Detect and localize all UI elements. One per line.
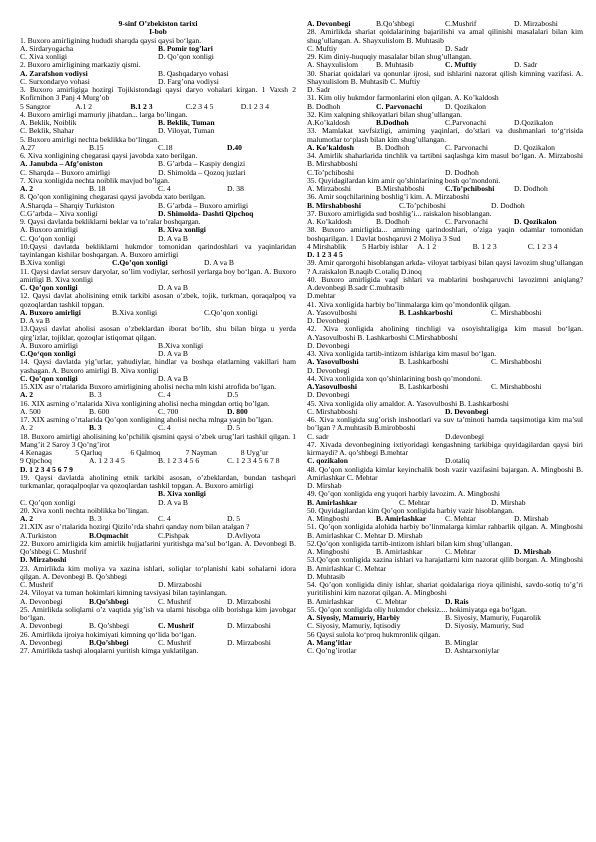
answer-option: C. 4	[158, 514, 171, 523]
answer-option: D. 38	[227, 184, 244, 193]
question-text: 17. XIX asrning o’rtalarida Qo’qon xonligining aholisi necha mlnga yaqin bo’lgan.	[20, 415, 274, 424]
correct-answer-option: A. Siyosiy, Mamuriy, Harbiy	[307, 613, 400, 622]
answer-option: B. Amirlashkar	[307, 596, 354, 606]
question-text: 47. Xivada devonbegining ixtiyoridagi kengashning tarkibiga quyidagilardan qaysi biri kirmaydi? A. qo’shbegi B.mehtar	[307, 439, 583, 457]
answer-option: A. Devonbegi	[20, 596, 63, 606]
answer-option: D. Shimolda – Qozoq juzlari	[158, 167, 246, 177]
question-text: 32. Kim xalqning shikoyatlari bilan shug’ullangan.	[307, 109, 463, 119]
question-text: 30. Shariat qoidalari va qonunlar ijrosi, sud ishlarini nazorat qilish kimning vazifasi. A. Shayxulislom B. Muhtasib C. Muftiy	[307, 68, 583, 86]
question-text: 44. Xiva xonligida xon qo’shinlarining bosh qo’mondoni.	[307, 373, 483, 383]
question-text: 27. Amirlikda tashqi aloqalarni yuritish kimga yuklatilgan.	[20, 646, 199, 655]
answer-option: 7 Nayman	[185, 448, 217, 457]
question-text: 52.Qo’qon xonligida tartib-intizom ishlari bilan kim shug’ullangan.	[307, 538, 513, 548]
correct-answer-option: B.Qo’shbegi	[89, 637, 129, 647]
answer-option: B.Xiva xonligi	[111, 307, 158, 317]
correct-answer-option: B. Amirlashkar	[376, 514, 427, 523]
question-text: 26. Amirlikda ijroiya hokimiyati kimning qo‘lida bo‘lgan.	[20, 629, 197, 639]
question-text: 31. Kim oliy hukmdor farmonlarini elon qilgan. A. Ko’kaldosh	[307, 93, 499, 103]
question-text: 54. Qo’qon xonligida diniy ishlar, shariat qoidalariga rioya qilinishi, savdo-sotiq to’g’ri yuritilishini kim nazorat qilgan. A. Mingboshi	[307, 580, 583, 598]
answer-options	[20, 309, 296, 317]
answer-option: B. Muhtasib	[376, 60, 414, 70]
answer-option: A. Beklik, Noiblik	[20, 118, 77, 127]
answer-option: C.G’arbda – Xiva xonligi	[20, 208, 98, 218]
question-text: 16. XIX asrning o’rtalarida Xiva xonligining aholisi necha mingdan ortiq bo’lgan.	[20, 398, 270, 408]
correct-answer-option: C. Qo’qon xonligi	[20, 373, 78, 383]
question-text: D. Devonbegi	[307, 390, 350, 400]
correct-answer-option: C. qozikalon	[307, 456, 348, 466]
correct-answer-option: D. Rais	[445, 596, 469, 606]
answer-option	[514, 103, 583, 111]
correct-answer-option: C. Qo’qon xonligi	[20, 283, 78, 292]
answer-option: C. Qo’qon xonligi	[20, 497, 76, 507]
answer-option: D. Mirshab	[490, 497, 526, 507]
answer-option: C.Pishpak	[158, 530, 190, 540]
question-text: D.mehtar	[307, 291, 336, 301]
correct-answer-option: D.40	[227, 142, 242, 152]
answer-option: A. 1 2	[417, 241, 437, 251]
answer-option: D. Siyosiy, Mamuriy, Sud	[445, 621, 524, 631]
question-text: 8. Qo’qon xonligining chegarasi qaysi javobda xato berilgan.	[20, 192, 206, 202]
answer-option: C.Parvonachi	[445, 118, 487, 127]
answer-option: A. Ko’kaldosh	[307, 217, 352, 226]
question-text: 3. Buxoro amirligiga hozirgi Tojikistondagi qaysi daryo vohalari kirgan. 1 Vaxsh 2 Kofirnihon 3 Panj 4 Murg’ob	[20, 85, 296, 103]
question-text: 56 Qaysi sulola ko‘proq hukmronlik qilgan.	[307, 629, 441, 639]
question-text: 38. Buxoro amirligida... amirning qarindoshlari, o’ziga yaqin odamlar tomonidan boshqarilgan. 1 Davlat boshqaruvi 2 Moliya 3 Sud	[307, 225, 583, 243]
answer-option: B. Lashkarboshi	[398, 357, 449, 367]
answer-option: A.Ko’kaldosh	[307, 118, 350, 127]
document-title: 9-sinf O’zbekiston tarixi	[118, 19, 198, 28]
answer-option: A. Mingboshi	[307, 514, 350, 523]
question-text: D. Devonbegi	[307, 340, 350, 350]
answer-option: B. 3	[89, 390, 102, 400]
answer-option: D. Mirzaboshi	[227, 596, 271, 606]
answer-option: A. Shayxulislom	[307, 60, 359, 70]
correct-answer-option: B. Lashkarboshi	[398, 307, 453, 317]
answer-option: D.Avliyota	[227, 530, 261, 540]
answer-option: B. Dodhoh	[376, 217, 410, 226]
answer-option: A. 2	[20, 423, 34, 433]
correct-answer-option: D. Devonbegi	[445, 406, 489, 416]
answer-option: C. 1 2 3 4 5 6 7 8	[227, 456, 280, 466]
answer-option: C. 4	[158, 423, 171, 433]
answer-option: A.1 2	[75, 101, 93, 111]
answer-option: C. 700	[158, 406, 179, 416]
correct-answer-option: D. Shimolda- Dashti Qipchoq	[158, 208, 254, 218]
answer-option: A. Yasovulboshi	[307, 307, 358, 317]
correct-answer-option: B.1 2 3	[130, 101, 153, 111]
question-text: 14. Qaysi davlatda yig’urlar, yahudiylar, hindlar va boshqa elatlarning vakillari ham yashagan. A. Buxoro amirligi B. Xiva xonligi	[20, 357, 296, 375]
question-text: 50. Quyidagilardan kim Qo’qon xonligida harbiy vazir hisoblangan.	[307, 505, 514, 515]
correct-answer-option: A. Yasovulboshi	[307, 357, 359, 367]
answer-option: B.Xiva xonligi	[158, 340, 204, 350]
question-text: 42. Xiva xonligida aholining tinchligi va osoyishtaligiga kim masul bo‘lgan. A.Yasovulboshi B. Lashkarboshi C.Mirshabboshi	[307, 324, 583, 342]
question-text: 53.Qo’qon xonligida xazina ishlari va harajatlarni kim nazorat qilib borgan. A. Mingboshi B. Amirlashkar C. Mehtar	[307, 555, 583, 573]
question-text: 20. Xiva xonli nechta noiblikka bo’lingan.	[20, 505, 149, 515]
answer-option: D. A va B	[158, 233, 188, 243]
correct-answer-option: A. Devonbegi	[307, 19, 351, 28]
answer-option: D. Viloyat, Tuman	[158, 126, 215, 136]
answer-option: D. A va B	[158, 373, 188, 383]
answer-option: C. Sharqda – Buxoro amirligi	[20, 167, 111, 177]
answer-option: C.To’pchiboshi	[398, 200, 446, 210]
question-text: D. Sadr	[307, 85, 331, 94]
answer-option: B. G’arbda – Kaspiy dengizi	[158, 159, 246, 169]
answer-option: A. Mingboshi	[307, 547, 350, 556]
question-text: 40. Buxoro amirligida vaqf ishlari va mablarini boshqaruvchi lavozimni aniqlang? A.devonbegi B.sadr C.muhtasib	[307, 274, 583, 292]
question-text: 29. Kim diniy-huquqiy masalalar bilan shug’ullangan.	[307, 52, 472, 61]
answer-option: C.Qo’qon xonligi	[203, 307, 258, 317]
answer-option: C. Mehtar	[376, 596, 407, 606]
answer-option: B. 3	[89, 514, 102, 523]
correct-answer-option: B. Xiva xonligi	[158, 225, 206, 235]
answer-option: A. Devonbegi	[20, 637, 63, 647]
answer-option: D. A va B	[158, 349, 188, 358]
answer-option: D.devonbegi	[445, 431, 485, 441]
answer-option: C. 1 2 3 4	[527, 241, 558, 251]
answer-option: C. Parvonachi	[445, 142, 489, 152]
answer-option: D. A va B	[158, 497, 188, 507]
correct-answer-option: C. Parvonachi	[376, 101, 423, 111]
answer-option: C. Siyosiy, Mamuriy, Iqtisodiy	[307, 621, 401, 631]
question-text: 21.XIX asr o’rtalarida hozirgi Qizilo’rda shahri qanday nom bilan atalgan ?	[20, 522, 250, 532]
question-text: 2. Buxoro amirligining markaziy qismi.	[20, 60, 141, 70]
question-text: 28. Amirlikda shariat qoidalarining bajarilishi va amal qilinishi masalalari bilan kim shug’ullangan. A. Shayxulislom B. Muhtasib	[307, 27, 583, 45]
answer-option: A. Mirzaboshi	[307, 184, 351, 193]
question-text: 12. Qaysi davlat aholisining etnik tarkibi asosan o’zbek, tojik, turkman, qoraqalpoq va qozoqlardan tashkil topgan.	[20, 291, 296, 309]
question-text: 25. Amirlikda soliqlarni o’z vaqtida yig’ish va ularni hisobga olib borishga kim javobgar bo‘lgan.	[20, 604, 296, 622]
right-column	[307, 20, 583, 655]
correct-answer-option: B. Pomir tog’lari	[158, 43, 213, 53]
answer-option: B. 18	[89, 184, 106, 193]
answer-option: B. Minglar	[445, 637, 479, 647]
answer-option: D. A va B	[203, 258, 234, 268]
question-text: 18. Buxoro amirligi aholisining ko’pchilik qismini qaysi o’zbek urug’lari tashkil qilgan. 1 Mang’it 2 Saroy 3 Qo’ng’irot	[20, 431, 296, 449]
correct-answer-option: A. Mang’itlar	[307, 637, 352, 647]
answer-option: D. Dodhoh	[514, 184, 548, 193]
question-text: 5. Buxoro amirligi nechta beklikka bo‘lingan.	[20, 134, 159, 144]
answer-option: C. Qo’qon xonligi	[20, 233, 76, 243]
question-text: 39. Amir qarorgohi hisoblangan arkda- viloyat tarbiyasi bilan qaysi lavozim shug’ullangan ? A.raiskalon B.naqib C.otaliq D.inoq	[307, 258, 583, 276]
question-text: D. Devonbegi	[307, 316, 350, 325]
answer-option: A.Sharqda – Sharqiy Turkiston	[20, 200, 115, 210]
answer-option: 5 Sangzor	[20, 101, 51, 111]
answer-option: B. Qashqadaryo vohasi	[158, 68, 229, 78]
answer-option: D. Qo’qon xonligi	[158, 52, 214, 61]
answer-option: D. Qozikalon	[445, 101, 486, 111]
question-text: D. Mirzaboshi	[20, 555, 67, 565]
answer-option: C.To’pchiboshi	[307, 167, 354, 177]
correct-answer-option: B.Oqmachit	[89, 530, 129, 540]
question-text: 41. Xiva xonligida harbiy bo’linmalarga kim qo’mondonlik qilgan.	[307, 299, 511, 309]
answer-option: D. Sadr	[445, 43, 469, 53]
answer-option: C. Xiva xonligi	[20, 52, 68, 61]
answer-option: A. Buxoro amirligi	[20, 340, 79, 350]
answer-option: B.15	[89, 142, 104, 152]
question-text: D. Devonbegi	[307, 365, 350, 375]
answer-option: B.Xiva xonligi	[20, 258, 66, 268]
answer-option: B. G’arbda – Buxoro amirligi	[158, 200, 249, 210]
answer-option: D. Ashtarxoniylar	[445, 646, 500, 655]
answer-option: C.Mushrif	[445, 19, 477, 28]
question-text: 35. Quyidagilardan kim amir qo’shinlarining bosh qo’mondoni.	[307, 175, 501, 185]
answer-option: C. 4	[158, 390, 171, 400]
question-text: 49. Qo’qon xonligida eng yuqori harbiy lavozim. A. Mingboshi	[307, 489, 500, 499]
answer-option: C. Mirshabboshi	[490, 357, 542, 367]
answer-option: D. Mirzaboshi	[514, 19, 558, 28]
answer-option: B.Qo’shbegi	[376, 19, 415, 28]
answer-option: C. Mehtar	[445, 547, 476, 556]
answer-option: C. Beklik, Shahar	[20, 126, 74, 136]
answer-option: 5 Harbiy ishlar	[362, 241, 408, 251]
question-text: 43. Xiva xonligida tartib-intizom ishlariga kim masul bo‘lgan.	[307, 349, 497, 358]
correct-answer-option: B. Amirlashkar	[307, 497, 358, 507]
answer-option: 8 Uyg’ur	[240, 448, 269, 457]
answer-option: A. 1 2 3 4 5	[89, 456, 125, 466]
question-text: D. 1 2 3 4 5 6 7 9	[20, 464, 73, 474]
answer-option: A. Buxoro amirligi	[20, 225, 79, 235]
question-text: 22. Buxoro amirligida kim amirlik hujjatlarini yuritishga ma’sul bo‘lgan. A. Devonbegi B. Qo’shbegi C. Mushrif	[20, 538, 296, 556]
correct-answer-option: A. Janubda – Afg’oniston	[20, 159, 103, 169]
answer-option: 5 Qarluq	[75, 448, 102, 457]
answer-option: D.1 2 3 4	[240, 101, 270, 111]
correct-answer-option: C. Muftiy	[445, 60, 477, 70]
answer-option: C. Mushrif	[158, 596, 192, 606]
answer-option: 6 Qalmoq	[130, 448, 161, 457]
answer-option: D. Mirzaboshi	[227, 637, 271, 647]
correct-answer-option: D. 800	[227, 406, 248, 416]
answer-option: D. Mirzaboshi	[227, 621, 271, 631]
answer-option: C.2 3 4 5	[185, 101, 214, 111]
answer-option: D.Qozikalon	[514, 118, 554, 127]
answer-option: C. sadr	[307, 431, 329, 441]
correct-answer-option: C.Qo’qon xonligi	[111, 258, 168, 268]
answer-option: D. Mirshab	[514, 514, 549, 523]
question-text: D. A va B	[20, 316, 50, 325]
answer-options	[307, 243, 583, 251]
question-text: 33. Mamlakat xavfsizligi, amirning yaqinlari, do’stlari va dushmanlari to‘g‘risida malumotlar to‘plash bilan kim shug’ullangan.	[307, 126, 583, 144]
correct-answer-option: A. Buxoro amirligi	[20, 307, 81, 317]
correct-answer-option: D. Qozikalon	[514, 217, 557, 226]
answer-option: D. Dodhoh	[445, 167, 479, 177]
answer-option: C. Mirshabboshi	[307, 406, 358, 416]
question-text: 34. Amirlik shaharlarida tinchlik va tartibni saqlashga kim masul bo‘lgan. A. Mirzaboshi B. Mirshabboshi	[307, 151, 583, 169]
question-text: 6. Xiva xonligining chegarasi qaysi javobda xato berilgan.	[20, 151, 198, 160]
answer-option: 9 Qipchoq	[20, 456, 52, 466]
correct-answer-option: C.Qo‘qon xonligi	[20, 349, 76, 358]
answer-option: C. Mushrif	[20, 580, 54, 589]
correct-answer-option: B.Qo’shbegi	[89, 596, 129, 606]
question-text: 7. Xiva xonligida nechta noiblik mavjud bo’lgan.	[20, 175, 170, 185]
left-column	[20, 20, 296, 655]
answer-option: C. Mirshabboshi	[490, 382, 542, 391]
answer-option: D.otaliq	[445, 456, 470, 466]
question-text: 1. Buxoro amirligining hududi sharqda qaysi qaysi bo‘lgan.	[20, 35, 202, 45]
answer-option: C. Parvonachi	[445, 217, 489, 226]
correct-answer-option: A. 2	[20, 390, 34, 400]
answer-option: A. Devonbegi	[20, 621, 63, 631]
question-text: D. Muhtasib	[307, 571, 345, 581]
answer-option: B. Lashkarboshi	[398, 382, 449, 391]
correct-answer-option: A.Yasovulboshi	[307, 382, 358, 391]
correct-answer-option: B.Dodhoh	[376, 118, 409, 127]
answer-option: C. Mehtar	[445, 514, 476, 523]
document-title: I-bob	[149, 27, 167, 37]
question-text: 13.Qaysi davlat aholisi asosan o’zbeklardan iborat bo‘lib, shu bilan birga u yerda qirg’izlar, tojiklar, qozoqlar istiqomat qilgan.	[20, 324, 296, 342]
answer-option: D. 5	[227, 514, 241, 523]
answer-option: D. 5	[227, 423, 241, 433]
question-text: 36. Amir soqchilarining boshlig’i kim. A. Mirzaboshi	[307, 192, 470, 202]
correct-answer-option: D. Mirshab	[514, 547, 552, 556]
question-text: D. Mirshab	[307, 481, 342, 490]
answer-option: B. Dodhoh	[376, 142, 410, 152]
correct-answer-option: B. 3	[89, 423, 102, 433]
answer-option: A. 500	[20, 406, 41, 416]
answer-option: B. Dodhoh	[307, 101, 341, 111]
question-text: 55. Qo’qon xonligida oliy hukmdor cheksiz.... hokimiyatga ega bo‘lgan.	[307, 604, 527, 614]
answer-option: B. Siyosiy, Mamuriy, Fuqarolik	[445, 613, 542, 622]
answer-option: C. Mushrif	[158, 637, 192, 647]
answer-option: D.5	[227, 390, 239, 400]
correct-answer-option: C.To’pchiboshi	[445, 184, 495, 193]
answer-option: 4 Kenagas	[20, 448, 52, 457]
question-text: 23. Amirlikda kim moliya va xazina ishlari, soliqlar to‘planishi kabi sohalarni idora qilgan. A. Devonbegi B. Qo’shbegi	[20, 563, 296, 581]
answer-option: D. Sadr	[514, 60, 538, 70]
answer-option: C. Muftiy	[307, 43, 337, 53]
answer-options	[307, 647, 583, 655]
correct-answer-option: B. Beklik, Tuman	[158, 118, 215, 127]
answer-option: C. Qo’ng’irotlar	[307, 646, 357, 655]
answer-option: B. Amirlashkar	[376, 547, 423, 556]
answer-option: B. Qo’shbegi	[89, 621, 130, 631]
answer-option: C. Surxondaryo vohasi	[20, 76, 90, 86]
answer-option: C. Mehtar	[398, 497, 430, 507]
answer-option: A.Turkiston	[20, 530, 57, 540]
correct-answer-option: B. Xiva xonligi	[158, 489, 206, 499]
answer-option: B.Mirshabboshi	[376, 184, 425, 193]
question-text: 19. Qaysi davlatda aholining etnik tarkibi asosan, o’zbeklardan, bundan tashqari turkmanlar, qoraqalpoqlar va qozoqlardan tashkil topgan. A. Buxoro amirligi	[20, 472, 296, 490]
question-text: 48. Qo’qon xonligida kimlar keyinchalik bosh vazir vazifasini bajargan. A. Mingboshi B. Amirlashkar C. Mehtar	[307, 464, 583, 482]
answer-option: D. Farg’ona vodiysi	[158, 76, 219, 86]
question-text: 11. Qaysi davlat sersuv daryolar, so’lim vodiylar, serhosil yerlarga boy bo‘lgan. A. Buxoro amirligi B. Xiva xonligi	[20, 266, 296, 284]
answer-option: C. Mirshabboshi	[490, 307, 542, 317]
correct-answer-option: A. 2	[20, 184, 34, 193]
correct-answer-option: C. Mushrif	[158, 621, 194, 631]
question-text: 10.Qaysi davlatda bekliklarni hukmdor tomonidan qarindoshlari va yaqinlaridan tayinlangan kishilar boshqargan. A. Buxoro amirligi	[20, 241, 296, 259]
correct-answer-option: A. Ko’kaldosh	[307, 142, 354, 152]
answer-option: C.18	[158, 142, 173, 152]
question-text: 46. Xiva xonligida sug’orish inshootlari va suv ta’minoti hamda taqsimotiga kim ma’sul bo’lgan ? A.muhtasib B.mirobboshi	[307, 415, 583, 433]
answer-option: A.27	[20, 142, 35, 152]
answer-option: D. Dodhoh	[490, 200, 525, 210]
question-text: 37. Buxoro amirligida sud boshlig’i... raiskalon hisoblangan.	[307, 208, 492, 218]
answer-option: C. 4	[158, 184, 171, 193]
correct-answer-option: A. 2	[20, 514, 34, 523]
question-text: D. 1 2 3 4 5	[307, 250, 343, 259]
question-text: 45. Xiva xonligida oliy amaldor. A. Yasovulboshi B. Lashkarboshi	[307, 398, 509, 408]
answer-option: D. Mirzaboshi	[158, 580, 202, 589]
correct-answer-option: A. Zarafshon vodiysi	[20, 68, 88, 78]
answer-option: A. Sirdaryogacha	[20, 43, 74, 53]
question-text: 9. Qaysi davlatda bekliklarni beklar va to’ralar boshqargan.	[20, 217, 201, 226]
question-text: 24. Viloyat va tuman hokimlari kimning tavsiyasi bilan tayinlangan.	[20, 588, 227, 598]
question-text: 15.XIX asr o’rtalarida Buxoro amirligining aholisi necha mln kishi atrofida bo’lgan.	[20, 382, 277, 391]
correct-answer-option: B. Mirshabboshi	[307, 200, 362, 210]
answer-option: D. A va B	[158, 283, 188, 292]
answer-option: B. 1 2 3	[472, 241, 497, 251]
answer-option: 4 Mirshablik	[307, 241, 347, 251]
answer-option: B. 1 2 3 4 5 6	[158, 456, 200, 466]
question-text: 51. Qo’qon xonligida alohida harbiy bo’linmalarga kimlar rahbarlik qilgan. A. Mingboshi B. Amirlashkar C. Mehtar D. Mirshab	[307, 522, 583, 540]
question-text: 4. Buxoro amirligi mamuriy jihatdan... larga bo’lingan.	[20, 109, 188, 119]
answer-option: D. Qozikalon	[514, 142, 555, 152]
answer-option: B. 600	[89, 406, 110, 416]
